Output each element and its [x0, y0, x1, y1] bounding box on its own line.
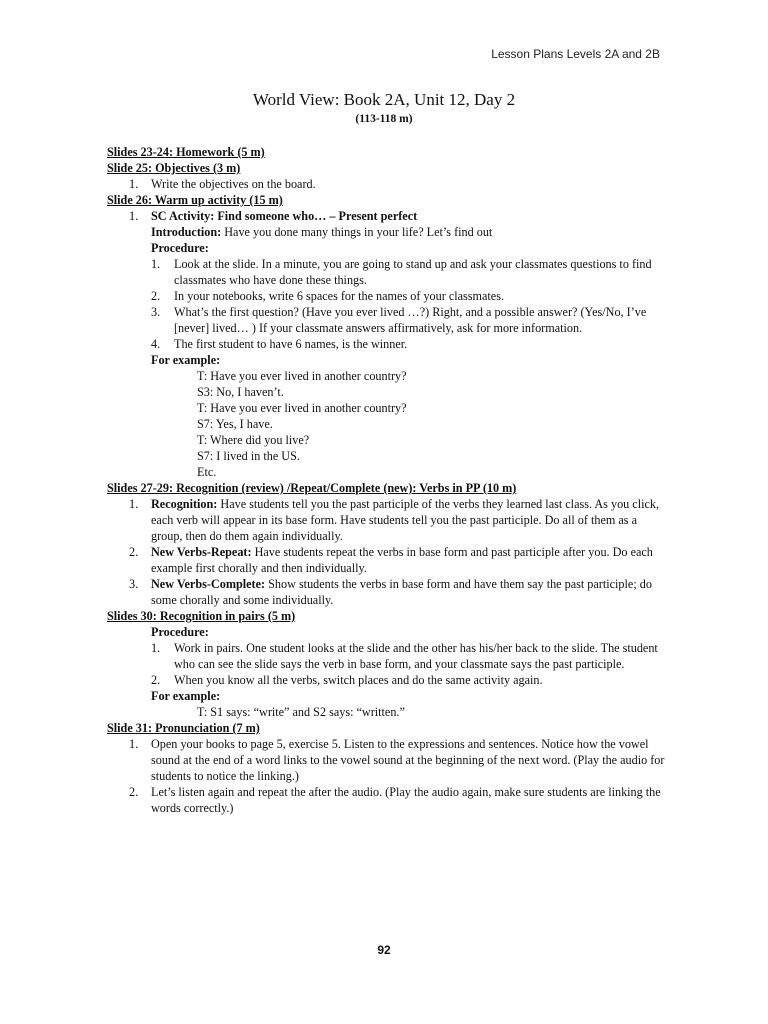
list-item: 1. Look at the slide. In a minute, you are going to stand up and ask your classmates questions to find classmates who have done these things.: [151, 257, 652, 287]
list-item: 1. SC Activity: Find someone who… – Present perfect: [129, 209, 418, 223]
document-title: World View: Book 2A, Unit 12, Day 2: [252, 90, 516, 109]
list-item: 1. Open your books to page 5, exercise 5. Listen to the expressions and sentences. Notice how the vowel sound at the end of a word links to the vowel sound at the beginning of the next word. (Play the audio for students to notice the linking.): [129, 737, 665, 783]
list-item: 1. Recognition: Have students tell you the past participle of the verbs they learned last class. As you click, each verb will appear in its base form. Have students tell you the past participle. Do all of them as a group, then do them again individually.: [129, 497, 660, 543]
example-label: For example:: [151, 353, 221, 367]
dialog-line: T: S1 says: “write” and S2 says: “written.”: [197, 705, 405, 719]
dialog-line: S3: No, I haven’t.: [197, 385, 284, 399]
dialog-line: T: Have you ever lived in another country?: [197, 369, 407, 383]
introduction-line: Introduction: Have you done many things in your life? Let’s find out: [151, 225, 493, 239]
section-heading-homework: Slides 23-24: Homework (5 m): [107, 145, 265, 159]
list-item: 3. New Verbs-Complete: Show students the verbs in base form and have them say the past participle; do some chorally and some individually.: [129, 577, 652, 607]
procedure-label: Procedure:: [151, 625, 209, 639]
list-item: 1. Write the objectives on the board.: [129, 177, 316, 191]
section-heading-recognition: Slides 27-29: Recognition (review) /Repeat/Complete (new): Verbs in PP (10 m): [107, 481, 517, 495]
section-heading-warmup: Slide 26: Warm up activity (15 m): [107, 193, 283, 207]
dialog-line: T: Have you ever lived in another country?: [197, 401, 407, 415]
list-item: 3. What’s the first question? (Have you ever lived …?) Right, and a possible answer? (Yes/No, I’ve [never] lived… ) If your classmate answers affirmatively, ask for more information.: [151, 305, 647, 335]
running-header: Lesson Plans Levels 2A and 2B: [491, 47, 660, 61]
section-heading-pairs: Slides 30: Recognition in pairs (5 m): [107, 609, 296, 623]
dialog-line: T: Where did you live?: [197, 433, 310, 447]
document-subtitle: (113-118 m): [355, 113, 413, 125]
dialog-line: Etc.: [197, 465, 217, 479]
list-item: 1. Work in pairs. One student looks at the slide and the other has his/her back to the slide. The student who can see the slide says the verb in base form, and your classmate says the past participle.: [151, 641, 658, 671]
list-item: 2. When you know all the verbs, switch places and do the same activity again.: [151, 673, 543, 687]
list-item: 2. New Verbs-Repeat: Have students repeat the verbs in base form and past participle after you. Do each example first chorally and then individually.: [129, 545, 653, 575]
list-item: 2. Let’s listen again and repeat the after the audio. (Play the audio again, make sure students are linking the words correctly.): [129, 785, 661, 815]
example-label: For example:: [151, 689, 221, 703]
procedure-label: Procedure:: [151, 241, 209, 255]
dialog-line: S7: I lived in the US.: [197, 449, 300, 463]
section-heading-pronunciation: Slide 31: Pronunciation (7 m): [107, 721, 260, 735]
list-item: 2. In your notebooks, write 6 spaces for the names of your classmates.: [151, 289, 504, 303]
list-item: 4. The first student to have 6 names, is the winner.: [151, 337, 408, 351]
page-number: 92: [377, 943, 391, 957]
lesson-content: [107, 144, 667, 816]
section-heading-objectives: Slide 25: Objectives (3 m): [107, 161, 241, 175]
dialog-line: S7: Yes, I have.: [197, 417, 273, 431]
